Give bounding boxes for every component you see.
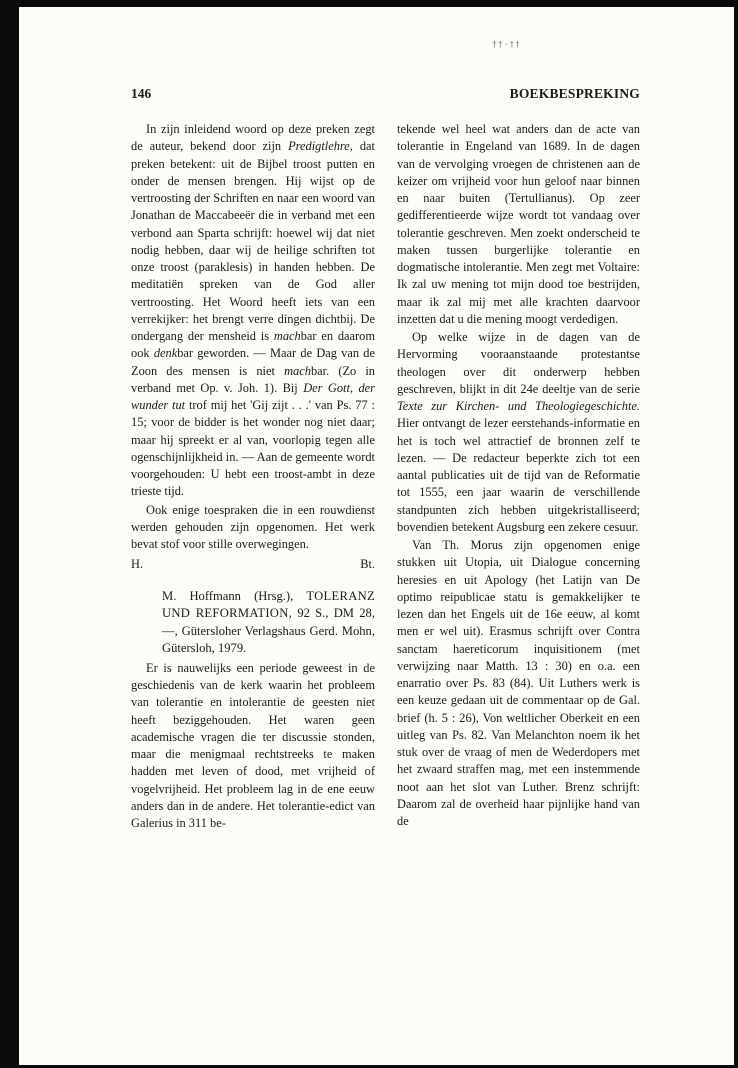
review-paragraph-1 [131,121,375,501]
biblio-details: 92 S., DM 28,—, Gütersloher Verlagshaus Gerd. Mohn, Gütersloh, 1979. [162,606,375,656]
italic-word: denk [153,346,178,361]
text-run: bar geworden. — Maar de Dag van de Zoon des mensen is niet [131,346,375,378]
italic-title: Der Gott, der wunder tut [131,380,376,412]
text-run: bar. (Zo in verband met Op. v. Joh. 1). Bij [131,363,375,395]
text-run: bar en daarom ook [131,329,375,361]
running-head: BOEKBESPREKING [509,86,640,101]
italic-title: Predigtlehre, [288,139,353,154]
review-paragraph-6: Van Th. Morus zijn opgenomen enige stukken uit Utopia, uit Dialogue concerning heresies en uit Apology (het Latijn van De optimo reipublicae statu is gemakkelijker te lezen dan het Engels uit de 16e eeuw, al komt men er wel uit). Erasmus schrijft over Contra sanctam haereticorum inquisitionem (met verwijzing naar Matth. 13 : 30) en o.a. een enarratio over Ps. 83 (84). Uit Luthers werk is een keuze gedaan uit de commentaar op de Gal. brief (h. 5 : 26), Von weltlicher Oberkeit en een uitleg van Ps. 82. Van Melanchton noem ik het stuk over de vraag of men de Wederdopers met het zwaard straffen mag, met een instemmende noot aan het slot van Luther. Brenz schrijft: Daarom zal de overheid haar pijnlijke hand van de [397,538,640,828]
text-run: dat preken betekent: uit de Bijbel troost putten en onder de mensen brengen. Hij wijst op de vertroosting der Schriften en naar een woord van Jonathan de Maccabeeër die in verband met een verbond aan Sparta schrijft: hoewel wij dat niet nodig hebben, daar wij de heilige schriften tot onze troost (paraklesis) in handen hebben. De meditatiën spreken van de God aller vertroosting. Het Woord heeft iets van een verrekijker: het brengt verre dingen dichtbij. De ondergang der mensheid is [131,139,375,343]
text-run: In zijn inleidend woord op deze preken zegt de auteur, bekend door zijn [131,122,375,154]
italic-series-title: Texte zur Kirchen- und Theologiegeschichte. [397,399,640,413]
bibliographic-entry [131,588,375,658]
italic-word: mach [273,329,301,343]
right-column [397,121,640,830]
biblio-author: M. Hoffmann (Hrsg.), [162,588,307,603]
review-paragraph-3: Er is nauwelijks een periode geweest in de geschiedenis van de kerk waarin het probleem van tolerantie en intolerantie de geesten niet heeft beziggehouden. Het waren geen academische vragen die ter discussie stonden, maar die menigmaal rechtstreeks te maken hadden met leven of dood, met vrijheid of vogelvrijheid. Het probleem lag in de ene eeuw anders dan in de andere. Het tolerantie-edict van Galerius in 311 be- [131,660,375,831]
review-paragraph-5 [397,329,640,536]
text-run: Op welke wijze in de dagen van de Hervorming vooraanstaande protestantse theologen over dit onderwerp hebben geschreven, blijkt in dit 24e deeltje van de serie [397,330,640,396]
scan-border-right [734,0,738,1068]
text-run: trof mij het 'Gij zijt . . .' van Ps. 77 : 15; voor de bidder is het wonder nog niet daar; maar hij spreekt er al van, voorlopig tegen alle ogenschijnlijkheid in. — Aan de gemeente wordt voorgehouden: U hebt een troost-ambt in deze trieste tijd. [131,398,375,499]
scan-border-left [0,0,19,1068]
reviewer-signature [131,556,375,573]
italic-word: mach [284,363,311,378]
biblio-title: TOLERANZ UND REFORMATION, [162,588,375,621]
left-column [131,121,375,832]
text-run: Hier ontvangt de lezer eerstehands-informatie en het is toch wel attractief de bronnen zelf te lezen. — De redacteur beperkte zich tot een aantal publicaties uit de tijd van de Reformatie tot 1555, een jaar waarin de verschillende standpunten zich hebben uitgekristalliseerd; bovendien betekent Augsburg een zekere cesuur. [397,416,640,534]
review-paragraph-4: tekende wel heel wat anders dan de acte van tolerantie in Engeland van 1689. In de dagen van de vervolging vroegen de christenen aan de keizer om vrijheid voor hun geloof naar binnen en naar buiten (Tertullianus). Op zeer gedifferentieerde wijze wordt tot vandaag over tolerantie geschreven. Men zoekt onderscheid te maken tussen burgerlijke tolerantie en dogmatische intolerantie. Men zegt met Voltaire: Ik zal uw mening tot mijn dood toe bestrijden, maar ik zal mij met alle krachten daarvoor inzetten dat u die mening moogt verdedigen. [397,122,640,326]
archive-stamp: ††·†† [492,40,522,49]
signature-initial: H. [131,557,144,572]
signature-abbrev: Bt. [360,557,375,572]
scan-border-top [0,0,738,7]
review-paragraph-2: Ook enige toespraken die in een rouwdienst werden gehouden zijn opgenomen. Het werk bevat stof voor stille overwegingen. [131,502,375,551]
page-number: 146 [131,86,152,101]
